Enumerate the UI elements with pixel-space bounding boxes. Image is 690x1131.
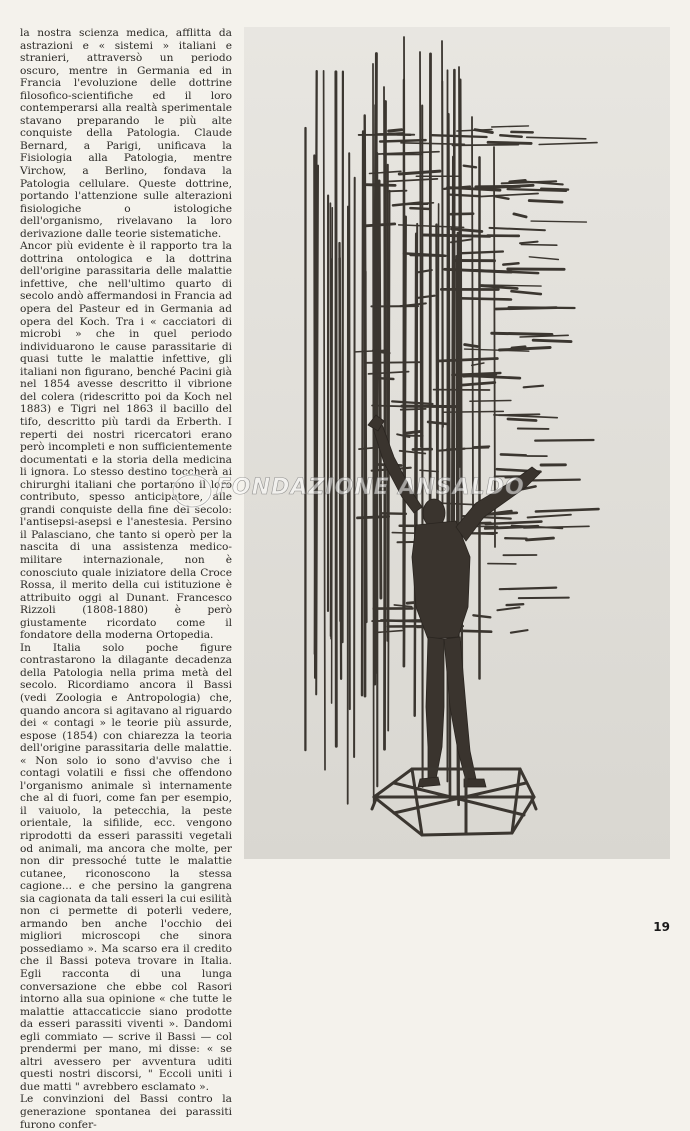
cage-rod [450, 195, 480, 197]
cage-rod [367, 185, 396, 186]
cage-rod [465, 345, 478, 347]
cage-rod [402, 406, 460, 407]
cage-rod [373, 64, 374, 805]
cage-rod [501, 454, 526, 455]
cage-rod [354, 178, 355, 757]
cage-rod [362, 131, 363, 695]
cage-rod [529, 201, 562, 203]
cage-rod [535, 440, 593, 441]
cage-rod [367, 362, 421, 363]
cage-rod [528, 480, 580, 481]
cage-rod [492, 333, 552, 334]
cage-rod [372, 620, 426, 621]
cage-rod [521, 245, 556, 246]
cage-rod [406, 431, 422, 433]
cage-rod [474, 446, 490, 447]
paragraph-3: In Italia solo poche figure contrastarono la dilagante decadenza della Patologia nella prima metà del secolo. Ricordiamo ancora il Bassi (vedi Zoologia e Antropologia) che, quando ancora si agitavano al riguardo dei « contagi » le teorie più assurde, espose (1854) con chiarezza la teoria dell'origine parassitaria delle malattie. « Non solo io sono d'avviso che i contagi volatili e fissi che offendono l'organismo animale sì internamente che al di fuori, come fan per esempio, il vaiuolo, la petecchia, la peste orientale, la sifilide, ecc. vengono riprodotti da esseri parassiti vegetali od animali, ma ancora che molte, per non dir pressoché tutte le malattie cutanee, riconoscono la stessa cagione... e che persino la gangrena sia cagionata da tali esseri la cui esilità non ci permette di poterli vedere, armando ben anche l'occhio dei migliori microscopi che sinora possediamo ». Ma scarso era il credito che il Bassi poteva trovare in Italia. Egli racconta di una lunga conversazione che ebbe col Rasori intorno alla sua opinione « che tutte le malattie attaccaticcie siano prodotte da esseri parassiti viventi ». Dandomi egli commiato — scrive il Bassi — col prendermi per mano, mi disse: « se altri avessero per avventura uditi questi nostri discorsi, " Eccoli uniti i due matti " avrebbero esclamato ». [20, 642, 232, 1094]
cage-rod [512, 347, 525, 348]
article-text-column [20, 27, 232, 1131]
cage-rod [511, 132, 532, 133]
cage-rod [358, 517, 389, 518]
sculpture-figure-in-cage [244, 27, 670, 859]
cage-rod [519, 598, 569, 599]
cage-rod [531, 221, 586, 222]
cage-rod [464, 166, 476, 168]
cage-rod [507, 604, 524, 605]
cage-rod [508, 419, 536, 421]
page-number: 19 [653, 920, 670, 934]
cage-rod [488, 142, 531, 143]
cage-rod [404, 37, 405, 477]
cage-rod [503, 263, 518, 264]
cage-rod [527, 538, 554, 540]
cage-rod [442, 41, 443, 427]
cage-rod [496, 308, 556, 309]
paragraph-4: Le convinzioni del Bassi contro la generazione spontanea dei parassiti furono confer- [20, 1093, 232, 1131]
cage-rod [452, 145, 518, 146]
cage-rod [389, 130, 402, 131]
cage-rod [376, 273, 377, 673]
cage-rod [500, 135, 521, 137]
cage-rod [460, 298, 511, 299]
cage-rod [332, 208, 333, 703]
paragraph-2: Ancor più evidente è il rapporto tra la dottrina ontologica e la dottrina dell'origine parassitaria delle malattie infettive, che nell'ultimo quarto di secolo andò affermandosi in Francia ad opera del Pasteur ed in Germania ad opera del Koch. Tra i « cacciatori di microbi » che in quel periodo individuarono le cause parassitarie di quasi tutte le malattie infettive, gli italiani non figurano, benché Pacini già nel 1854 avesse descritto il vibrione del colera (ridescritto poi da Koch nel 1883) e Tigri nel 1863 il bacillo del tifo, descritto più tardi da Erberth. I reperti dei nostri ricercatori erano però incompleti e non sufficientemente documentati e la storia della medicina li ignora. Lo stesso destino toccherà ai chirurghi italiani che portarono il loro contributo, spesso anticipatore, alle grandi conquiste della fine del secolo: l'antisepsi-asepsi e l'anestesia. Persino il Palasciano, che tanto si operò per la nascita di una assistenza medico-militare internazionale, non è conosciuto quale iniziatore della Croce Rossa, il merito della cui istituzione è attribuito oggi al Dunant. Francesco Rizzoli (1808-1880) è però giustamente ricordato come il fondatore della moderna Ortopedia. [20, 240, 232, 642]
cage-rod [472, 117, 473, 507]
cage-rod [470, 401, 511, 402]
cage-rod [411, 255, 446, 256]
cage-rod [366, 224, 395, 226]
cage-rod [494, 147, 495, 547]
cage-rod [365, 116, 367, 623]
cage-rod [459, 67, 460, 467]
cage-rod [451, 214, 473, 215]
cage-rod [340, 243, 342, 679]
watermark-text: FONDAZIONE ANSALDO [216, 475, 525, 500]
paragraph-1: la nostra scienza medica, afflitta da astrazioni e « sistemi » italiani e stranieri, attraversò un periodo oscuro, mentre in Germania ed in Francia l'evoluzione delle dottrine filosofico-scientifiche ed il loro contemperarsi alla realtà sperimentale stavano preparando le più alte conquiste della Patologia. Claude Bernard, a Parigi, unificava la Fisiologia alla Patologia, mentre Virchow, a Berlino, fondava la Patologia cellulare. Queste dottrine, portando l'attenzione sulle alterazioni fisiologiche o istologiche dell'organismo, rivelavano la loro derivazione dalle teorie sistematiche. [20, 27, 232, 240]
cage-rod [424, 235, 490, 236]
cage-rod [379, 181, 381, 598]
cage-rod [420, 52, 421, 447]
sculpture-photograph [244, 27, 670, 859]
cage-rod [349, 153, 350, 709]
cage-rod [541, 189, 568, 190]
cage-rod [533, 340, 571, 341]
cage-rod [380, 140, 426, 141]
